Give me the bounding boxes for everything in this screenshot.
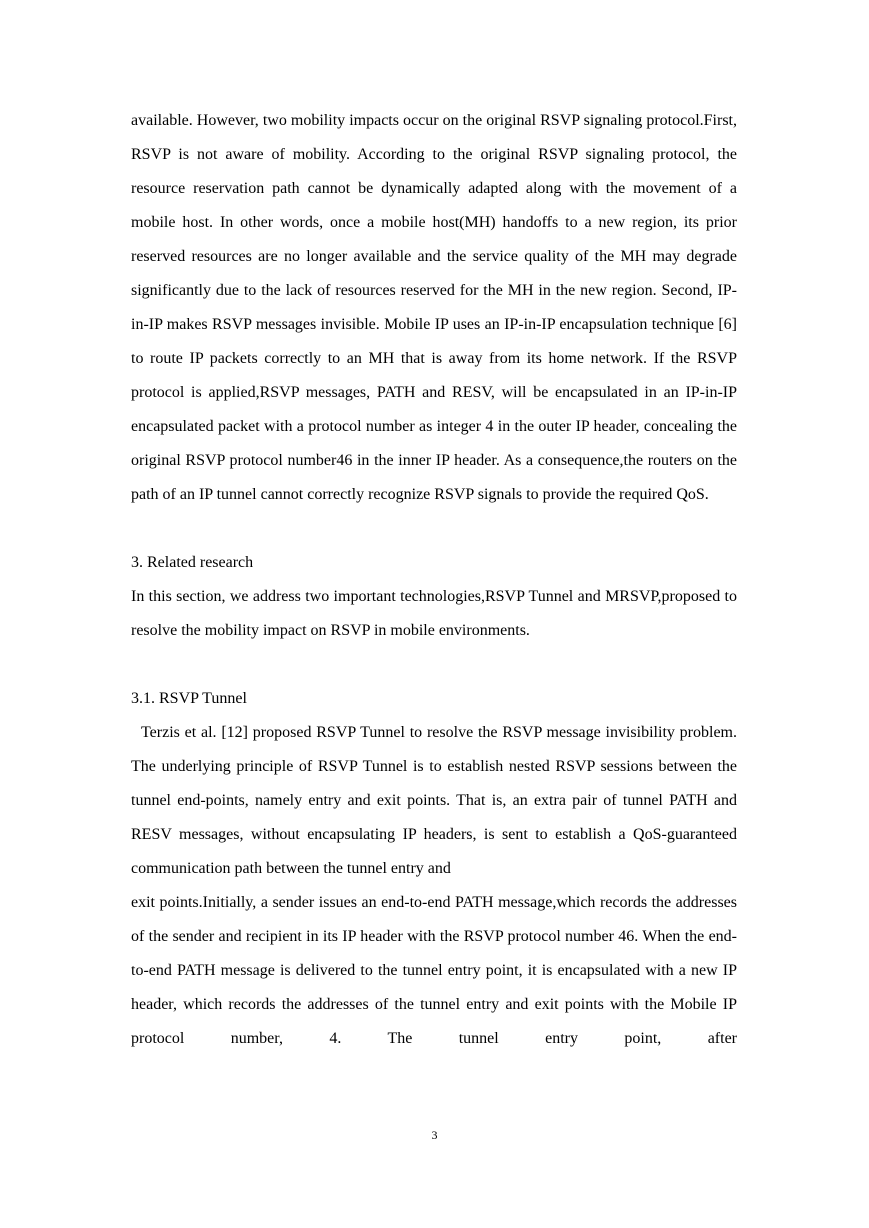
section-heading-related-research: 3. Related research (131, 554, 254, 571)
section-body-related-research: In this section, we address two important technologies,RSVP Tunnel and MRSVP,proposed to resolve the mobility impact on RSVP in mobile environments. (131, 588, 737, 639)
body-paragraph: available. However, two mobility impacts occur on the original RSVP signaling protocol.First, RSVP is not aware of mobility. According to the original RSVP signaling protocol, the resource reservation path cannot be dynamically adapted along with the movement of a mobile host. In other words, once a mobile host(MH) handoffs to a new region, its prior reserved resources are no longer available and the service quality of the MH may degrade significantly due to the lack of resources reserved for the MH in the new region. Second, IP-in-IP makes RSVP messages invisible. Mobile IP uses an IP-in-IP encapsulation technique [6] to route IP packets correctly to an MH that is away from its home network. If the RSVP protocol is applied,RSVP messages, PATH and RESV, will be encapsulated in an IP-in-IP encapsulated packet with a protocol number as integer 4 in the outer IP header, concealing the original RSVP protocol number46 in the inner IP header. As a consequence,the routers on the path of an IP tunnel cannot correctly recognize RSVP signals to provide the required QoS. (131, 112, 737, 503)
document-page (131, 104, 737, 1056)
paragraph-gap (131, 512, 737, 546)
section-heading-rsvp-tunnel: 3.1. RSVP Tunnel (131, 690, 247, 707)
section-body-rsvp-tunnel-part2: exit points.Initially, a sender issues an end-to-end PATH message,which records the addresses of the sender and recipient in its IP header with the RSVP protocol number 46. When the end-to-end PATH message is delivered to the tunnel entry point, it is encapsulated with a new IP header, which records the addresses of the tunnel entry and exit points with the Mobile IP protocol number, 4. The tunnel entry point, after (131, 894, 737, 1047)
section-body-rsvp-tunnel-part1: Terzis et al. [12] proposed RSVP Tunnel to resolve the RSVP message invisibility problem. The underlying principle of RSVP Tunnel is to establish nested RSVP sessions between the tunnel end-points, namely entry and exit points. That is, an extra pair of tunnel PATH and RESV messages, without encapsulating IP headers, is sent to establish a QoS-guaranteed communication path between the tunnel entry and (131, 724, 737, 877)
paragraph-gap (131, 648, 737, 682)
page-number: 3 (431, 1128, 438, 1142)
